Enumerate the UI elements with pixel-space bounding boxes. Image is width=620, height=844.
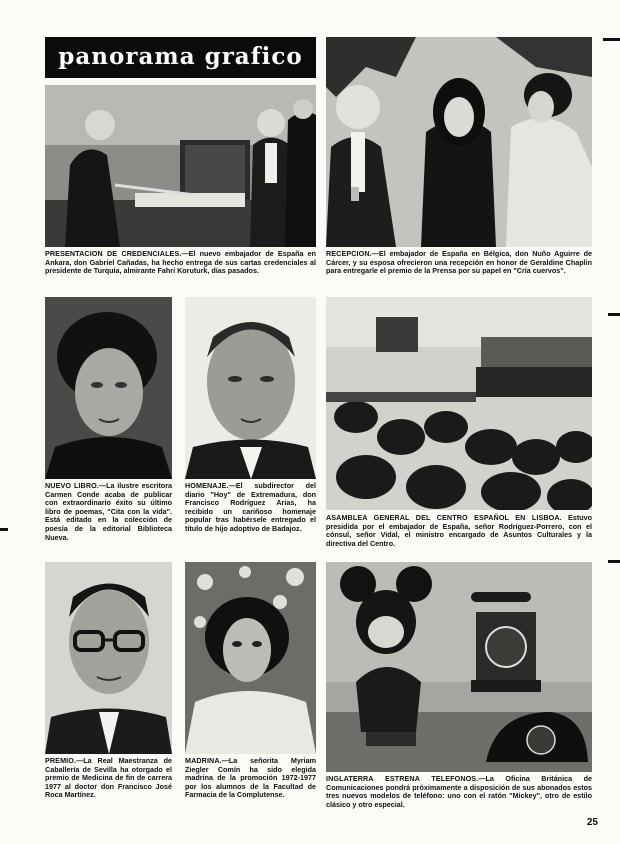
photo-asamblea	[326, 297, 592, 510]
page-number: 25	[586, 817, 598, 828]
photo-madrina	[185, 562, 316, 754]
caption-homenaje	[185, 482, 316, 534]
caption-lead: MADRINA.	[185, 756, 222, 765]
caption-lead: HOMENAJE.	[185, 481, 229, 490]
caption-body: —El subdirector del diario "Hoy" de Extremadura, don Francisco Rodríguez Arias, ha recibido un cariñoso homenaje popular tras habérsele entregado el título de hijo adoptivo de Badajoz.	[185, 481, 316, 533]
caption-lead: INGLATERRA ESTRENA TELEFONOS.	[326, 774, 479, 783]
section-banner	[45, 37, 316, 78]
caption-body: Estuvo presidida por el embajador de España, señor Rodríguez-Porrero, con el cónsul, señor Vidal, el ministro encargado de Asuntos Culturales y la directiva del Centro.	[326, 513, 593, 548]
photo-telefonos	[326, 562, 592, 772]
caption-lead: RECEPCION.	[326, 249, 372, 258]
caption-body: —La señorita Myriam Ziegler Comín ha sido elegida madrina de la promoción 1972-1977 por los alumnos de la Facultad de Farmacia de la Complutense.	[185, 756, 316, 800]
caption-lead: PREMIO.	[45, 756, 77, 765]
photo-credenciales	[45, 85, 316, 247]
caption-body: —La ilustre escritora Carmen Conde acaba de publicar con extraordinario éxito su último libro de poemas, "Cita con la vida". Está editado en la colección de poesía de la editorial Biblioteca Nueva.	[45, 481, 172, 542]
caption-credenciales	[45, 250, 316, 276]
caption-madrina	[185, 757, 316, 800]
caption-body: —La Oficina Británica de Comunicaciones pondrá próximamente a disposición de sus abonados estos tres nuevos modelos de teléfono: uno con el ratón "Mickey", otro de estilo clásico y otro especial.	[326, 774, 592, 809]
caption-premio	[45, 757, 172, 800]
caption-lead: PRESENTACION DE CREDENCIALES.	[45, 249, 182, 258]
photo-recepcion	[326, 37, 592, 247]
caption-lead: NUEVO LIBRO.	[45, 481, 99, 490]
caption-telefonos	[326, 775, 592, 809]
caption-body: —La Real Maestranza de Caballería de Sevilla ha otorgado el premio de Medicina de fin de carrera 1977 al doctor don Francisco José Roca Martínez.	[45, 756, 172, 800]
edge-mark	[608, 560, 620, 563]
edge-mark	[0, 528, 8, 531]
photo-homenaje	[185, 297, 316, 479]
caption-libro	[45, 482, 172, 542]
caption-body: —El embajador de España en Bélgica, don Nuño Aguirre de Cárcer, y su esposa ofrecieron una recepción en honor de Geraldine Chaplin para entregarle el premio de la Prensa por su papel en "Cría cuervos".	[326, 249, 592, 276]
edge-mark	[608, 313, 620, 316]
caption-body: —El nuevo embajador de España en Ankara, don Gabriel Cañadas, ha hecho entrega de sus cartas credenciales al presidente de Turquía, almirante Fahri Koruturk, días pasados.	[45, 249, 316, 276]
section-title: panorama grafico	[58, 43, 303, 70]
photo-premio	[45, 562, 172, 754]
photo-libro	[45, 297, 172, 479]
edge-mark	[603, 38, 620, 41]
caption-asamblea	[326, 514, 592, 548]
caption-lead: ASAMBLEA GENERAL DEL CENTRO ESPAÑOL EN LISBOA.	[326, 513, 562, 522]
caption-recepcion	[326, 250, 592, 276]
